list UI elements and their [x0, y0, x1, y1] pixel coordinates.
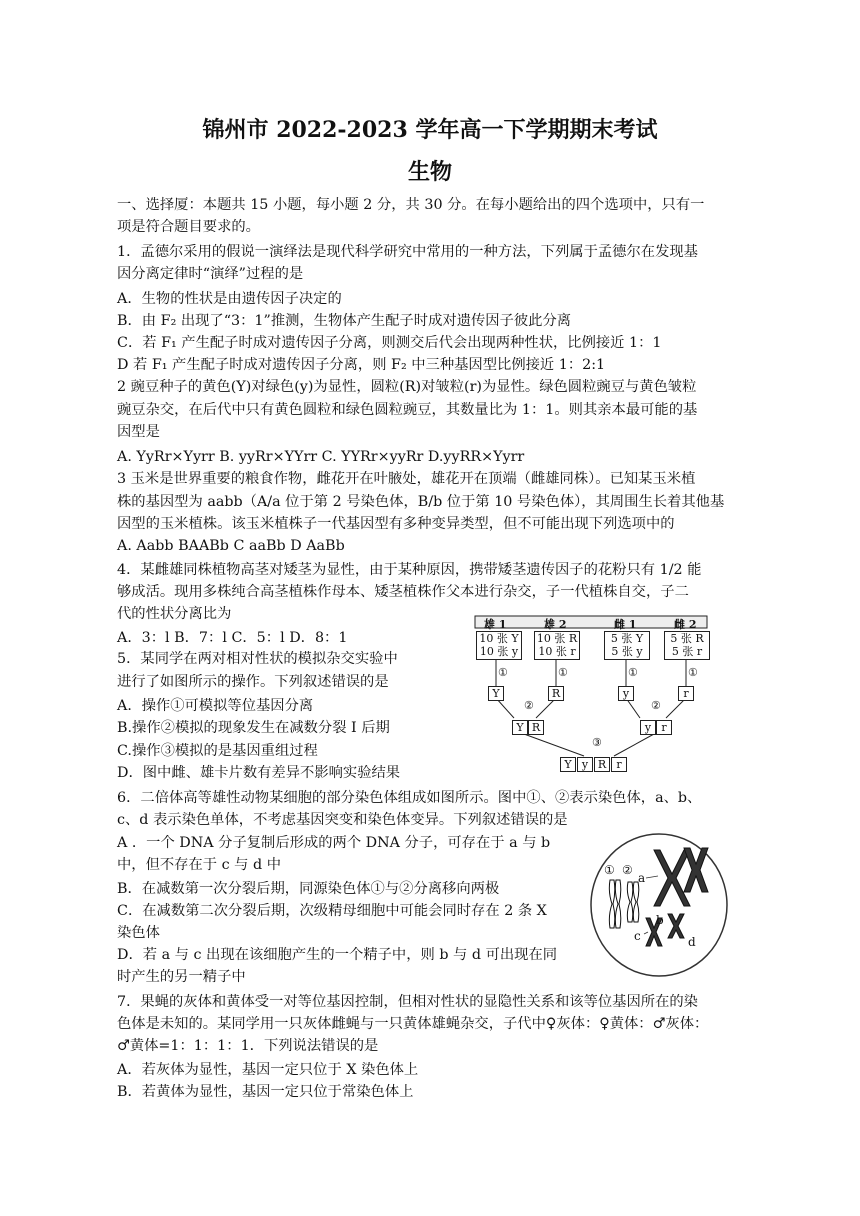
header-male1: 雄 1	[484, 618, 507, 631]
text-line: 够成活。现用多株纯合高茎植株作母本、矮茎植株作父本进行杂交，子一代植株自交，子二	[117, 584, 689, 600]
text-line: 时产生的另一精子中	[117, 969, 246, 985]
exam-title: 锦州市 2022-2023 学年高一下学期期末考试	[202, 117, 658, 143]
op1-label-b: ①	[558, 666, 568, 679]
text-line: 进行了如图所示的操作。下列叙述错误的是	[117, 674, 389, 690]
text-line: C.操作③模拟的是基因重组过程	[117, 743, 318, 759]
text-line: 代的性状分离比为	[117, 606, 232, 622]
card-simulation-figure	[474, 614, 708, 776]
pick-male1: Y	[488, 686, 504, 701]
card-box-male2: 10 张 R 10 张 r	[534, 631, 580, 660]
text-line: B．在减数第一次分裂后期，同源染色体①与②分离移向两极	[117, 881, 500, 897]
text-line: c、d 表示染色单体，不考虑基因突变和染色体变异。下列叙述错误的是	[117, 812, 568, 828]
text-line: 1．孟德尔采用的假说一演绎法是现代科学研究中常用的一种方法，下列属于孟德尔在发现基	[117, 244, 698, 260]
header-female2: 雌 2	[674, 618, 697, 631]
chromatid-c-label: c	[634, 929, 641, 943]
final-card-3: R	[594, 757, 610, 772]
text-line: A. Aabb BAABb C aaBb D AaBb	[117, 538, 345, 554]
card-box-male1: 10 张 Y 10 张 y	[476, 631, 522, 660]
op1-label-a: ①	[498, 666, 508, 679]
text-line: A．生物的性状是由遗传因子决定的	[117, 291, 342, 307]
header-female1: 雌 1	[614, 618, 637, 631]
cell-chromosome-figure	[588, 830, 730, 980]
subject-title: 生物	[407, 159, 452, 185]
text-line: 5．某同学在两对相对性状的模拟杂交实验中	[117, 651, 398, 667]
text-line: 6．二倍体高等雄性动物某细胞的部分染色体组成如图所示。图中①、②表示染色体，a、b、	[117, 790, 702, 806]
text-line: C．若 F₁ 产生配子时成对遗传因子分离，则测交后代会出现两种性状，比例接近 1：1	[117, 335, 662, 351]
pair-female-y: y	[640, 720, 656, 735]
text-line: A．若灰体为显性，基因一定只位于 X 染色体上	[117, 1062, 419, 1078]
op1-label-d: ①	[688, 666, 698, 679]
text-line: A ．一个 DNA 分子复制后形成的两个 DNA 分子，可存在于 a 与 b	[117, 835, 551, 851]
chromosome-2-label: ②	[622, 863, 633, 877]
text-line: 因型的玉米植株。该玉米植株子一代基因型有多种变异类型，但不可能出现下列选项中的	[117, 516, 675, 532]
text-line: B.操作②模拟的现象发生在减数分裂 I 后期	[117, 720, 390, 736]
text-line: 因分离定律时“演绎”过程的是	[117, 266, 304, 282]
header-male2: 雄 2	[544, 618, 567, 631]
text-line: A．操作①可模拟等位基因分离	[117, 698, 314, 714]
text-line: D．若 a 与 c 出现在该细胞产生的一个精子中，则 b 与 d 可出现在同	[117, 947, 558, 963]
text-line: D 若 F₁ 产生配子时成对遗传因子分离，则 F₂ 中三种基因型比例接近 1：2:1	[117, 357, 606, 373]
cell-diagram	[588, 830, 730, 980]
pair-male-r: R	[528, 720, 544, 735]
final-card-1: Y	[560, 757, 576, 772]
text-line: 染色体	[117, 925, 160, 941]
text-line: 项是符合题目要求的。	[117, 219, 260, 235]
op2-label-b: ②	[651, 699, 661, 712]
text-line: 3 玉米是世界重要的粮食作物，雌花开在叶腋处，雄花开在顶端（雌雄同株）。已知某玉米植	[117, 471, 696, 487]
text-line: 色体是未知的。某同学用一只灰体雌蝇与一只黄体雄蝇杂交，子代中♀灰体：♀黄体：♂灰体：	[117, 1016, 709, 1032]
op1-label-c: ①	[628, 666, 638, 679]
card-box-female1: 5 张 Y 5 张 y	[604, 631, 650, 660]
final-card-2: y	[577, 757, 593, 772]
text-line: 中，但不存在于 c 与 d 中	[117, 857, 282, 873]
text-line: ♂黄体=1：1：1：1．下列说法错误的是	[117, 1038, 379, 1054]
pick-female2: r	[678, 686, 694, 701]
text-line: C．在减数第二次分裂后期，次级精母细胞中可能会同时存在 2 条 X	[117, 903, 547, 919]
text-line: D．图中雌、雄卡片数有差异不影响实验结果	[117, 765, 401, 781]
text-line: 2 豌豆种子的黄色(Y)对绿色(y)为显性，圆粒(R)对皱粒(r)为显性。绿色圆粒豌豆与黄色皱粒	[117, 379, 697, 395]
chromatid-b-label: b	[656, 913, 664, 927]
text-line: B．若黄体为显性，基因一定只位于常染色体上	[117, 1084, 414, 1100]
text-line: 7．果蝇的灰体和黄体受一对等位基因控制，但相对性状的显隐性关系和该等位基因所在的染	[117, 994, 698, 1010]
chromosome-1-label: ①	[604, 863, 615, 877]
final-card-4: r	[611, 757, 627, 772]
text-line: 一、选择厦：本题共 15 小题，每小题 2 分，共 30 分。在每小题给出的四个选项中，只有一	[117, 197, 705, 213]
text-line: 豌豆杂交，在后代中只有黄色圆粒和绿色圆粒豌豆，其数量比为 1：1。则其亲本最可能的基	[117, 402, 698, 418]
pick-female1: y	[618, 686, 634, 701]
card-box-female2: 5 张 R 5 张 r	[664, 631, 710, 660]
text-line: 4．某雌雄同株植物高茎对矮茎为显性，由于某种原因，携带矮茎遗传因子的花粉只有 1/2 能	[117, 562, 702, 578]
text-line: B．由 F₂ 出现了“3：1”推测，生物体产生配子时成对遗传因子彼此分离	[117, 313, 572, 329]
text-line: A．3：l B．7：l C．5：l D．8：1	[117, 630, 348, 646]
op2-label-a: ②	[524, 699, 534, 712]
chromatid-a-label: a	[638, 871, 646, 885]
chromatid-d-label: d	[688, 935, 696, 949]
text-line: A. YyRr×Yyrr B. yyRr×YYrr C. YYRr×yyRr D.yyRR×Yyrr	[117, 449, 525, 465]
op3-label: ③	[592, 736, 602, 749]
text-line: 株的基因型为 aabb（A/a 位于第 2 号染色体，B/b 位于第 10 号染色体），其周围生长着其他基	[117, 494, 725, 510]
pick-male2: R	[548, 686, 564, 701]
pair-female-r: r	[656, 720, 672, 735]
pair-male-y: Y	[512, 720, 528, 735]
text-line: 因型是	[117, 424, 160, 440]
